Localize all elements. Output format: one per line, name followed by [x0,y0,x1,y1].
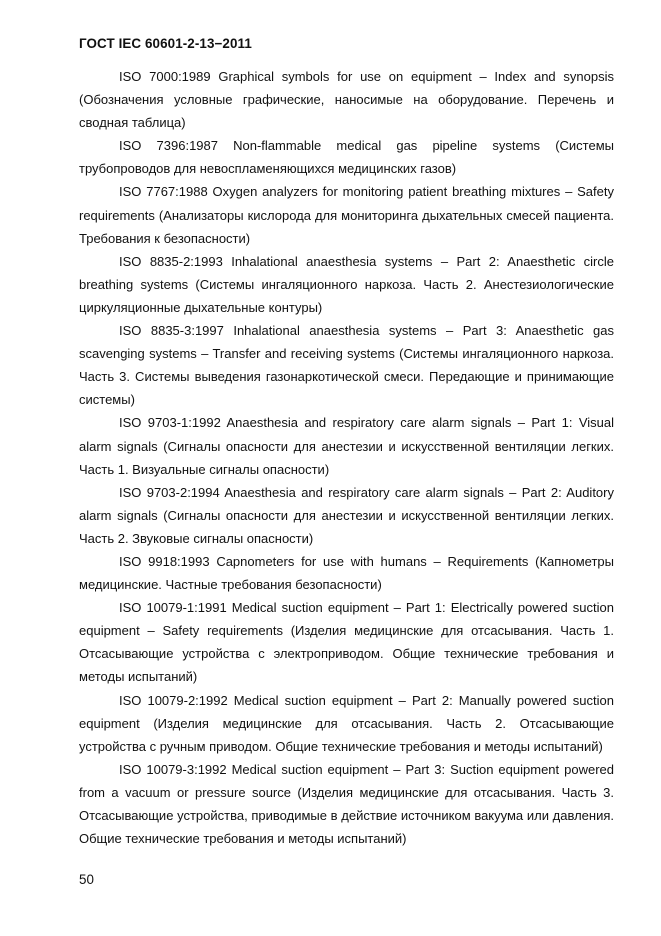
references-list [79,65,614,850]
reference-iso-10079-3: ISO 10079-3:1992 Medical suction equipment – Part 3: Suction equipment powered from a vacuum or pressure source (Изделия медицинские для отсасывания. Часть 3. Отсасывающие устройства, приводимые в действие источником вакуума или давления. Общие технические требования и методы испытаний) [79,761,614,847]
reference-iso-8835-2: ISO 8835-2:1993 Inhalational anaesthesia systems – Part 2: Anaesthetic circle breathing systems (Системы ингаляционного наркоза. Часть 2. Анестезиологические циркуляционные дыхательные контуры) [79,253,614,315]
reference-iso-10079-2: ISO 10079-2:1992 Medical suction equipment – Part 2: Manually powered suction equipment (Изделия медицинские для отсасывания. Часть 2. Отсасывающие устройства с ручным приводом. Общие технические требования и методы испытаний) [79,692,614,754]
reference-iso-7767: ISO 7767:1988 Oxygen analyzers for monitoring patient breathing mixtures – Safety requirements (Анализаторы кислорода для мониторинга дыхательных смесей пациента. Требования к безопасности) [79,184,614,246]
document-header: ГОСТ IEC 60601-2-13−2011 [79,36,252,51]
reference-iso-8835-3: ISO 8835-3:1997 Inhalational anaesthesia systems – Part 3: Anaesthetic gas scavenging systems – Transfer and receiving systems (Системы ингаляционного наркоза. Часть 3. Системы выведения газонаркотической смеси. Передающие и принимающие системы) [79,323,614,408]
reference-iso-10079-1: ISO 10079-1:1991 Medical suction equipment – Part 1: Electrically powered suction equipment – Safety requirements (Изделия медицинские для отсасывания. Часть 1. Отсасывающие устройства с электроприводом. Общие технические требования и методы испытаний) [79,600,614,685]
reference-iso-9703-2: ISO 9703-2:1994 Anaesthesia and respiratory care alarm signals – Part 2: Auditory alarm signals (Сигналы опасности для анестезии и искусственной вентиляции легких. Часть 2. Звуковые сигналы опасности) [79,484,614,546]
reference-iso-7396: ISO 7396:1987 Non-flammable medical gas pipeline systems (Системы трубопроводов для невоспламеняющихся медицинских газов) [79,138,614,177]
reference-iso-9703-1: ISO 9703-1:1992 Anaesthesia and respiratory care alarm signals – Part 1: Visual alarm signals (Сигналы опасности для анестезии и искусственной вентиляции легких. Часть 1. Визуальные сигналы опасности) [79,415,614,477]
reference-iso-9918: ISO 9918:1993 Capnometers for use with humans – Requirements (Капнометры медицинские. Частные требования безопасности) [79,553,614,593]
page-number: 50 [79,872,94,887]
reference-iso-7000: ISO 7000:1989 Graphical symbols for use on equipment – Index and synopsis (Обозначения условные графические, наносимые на оборудование. Перечень и сводная таблица) [79,69,614,131]
